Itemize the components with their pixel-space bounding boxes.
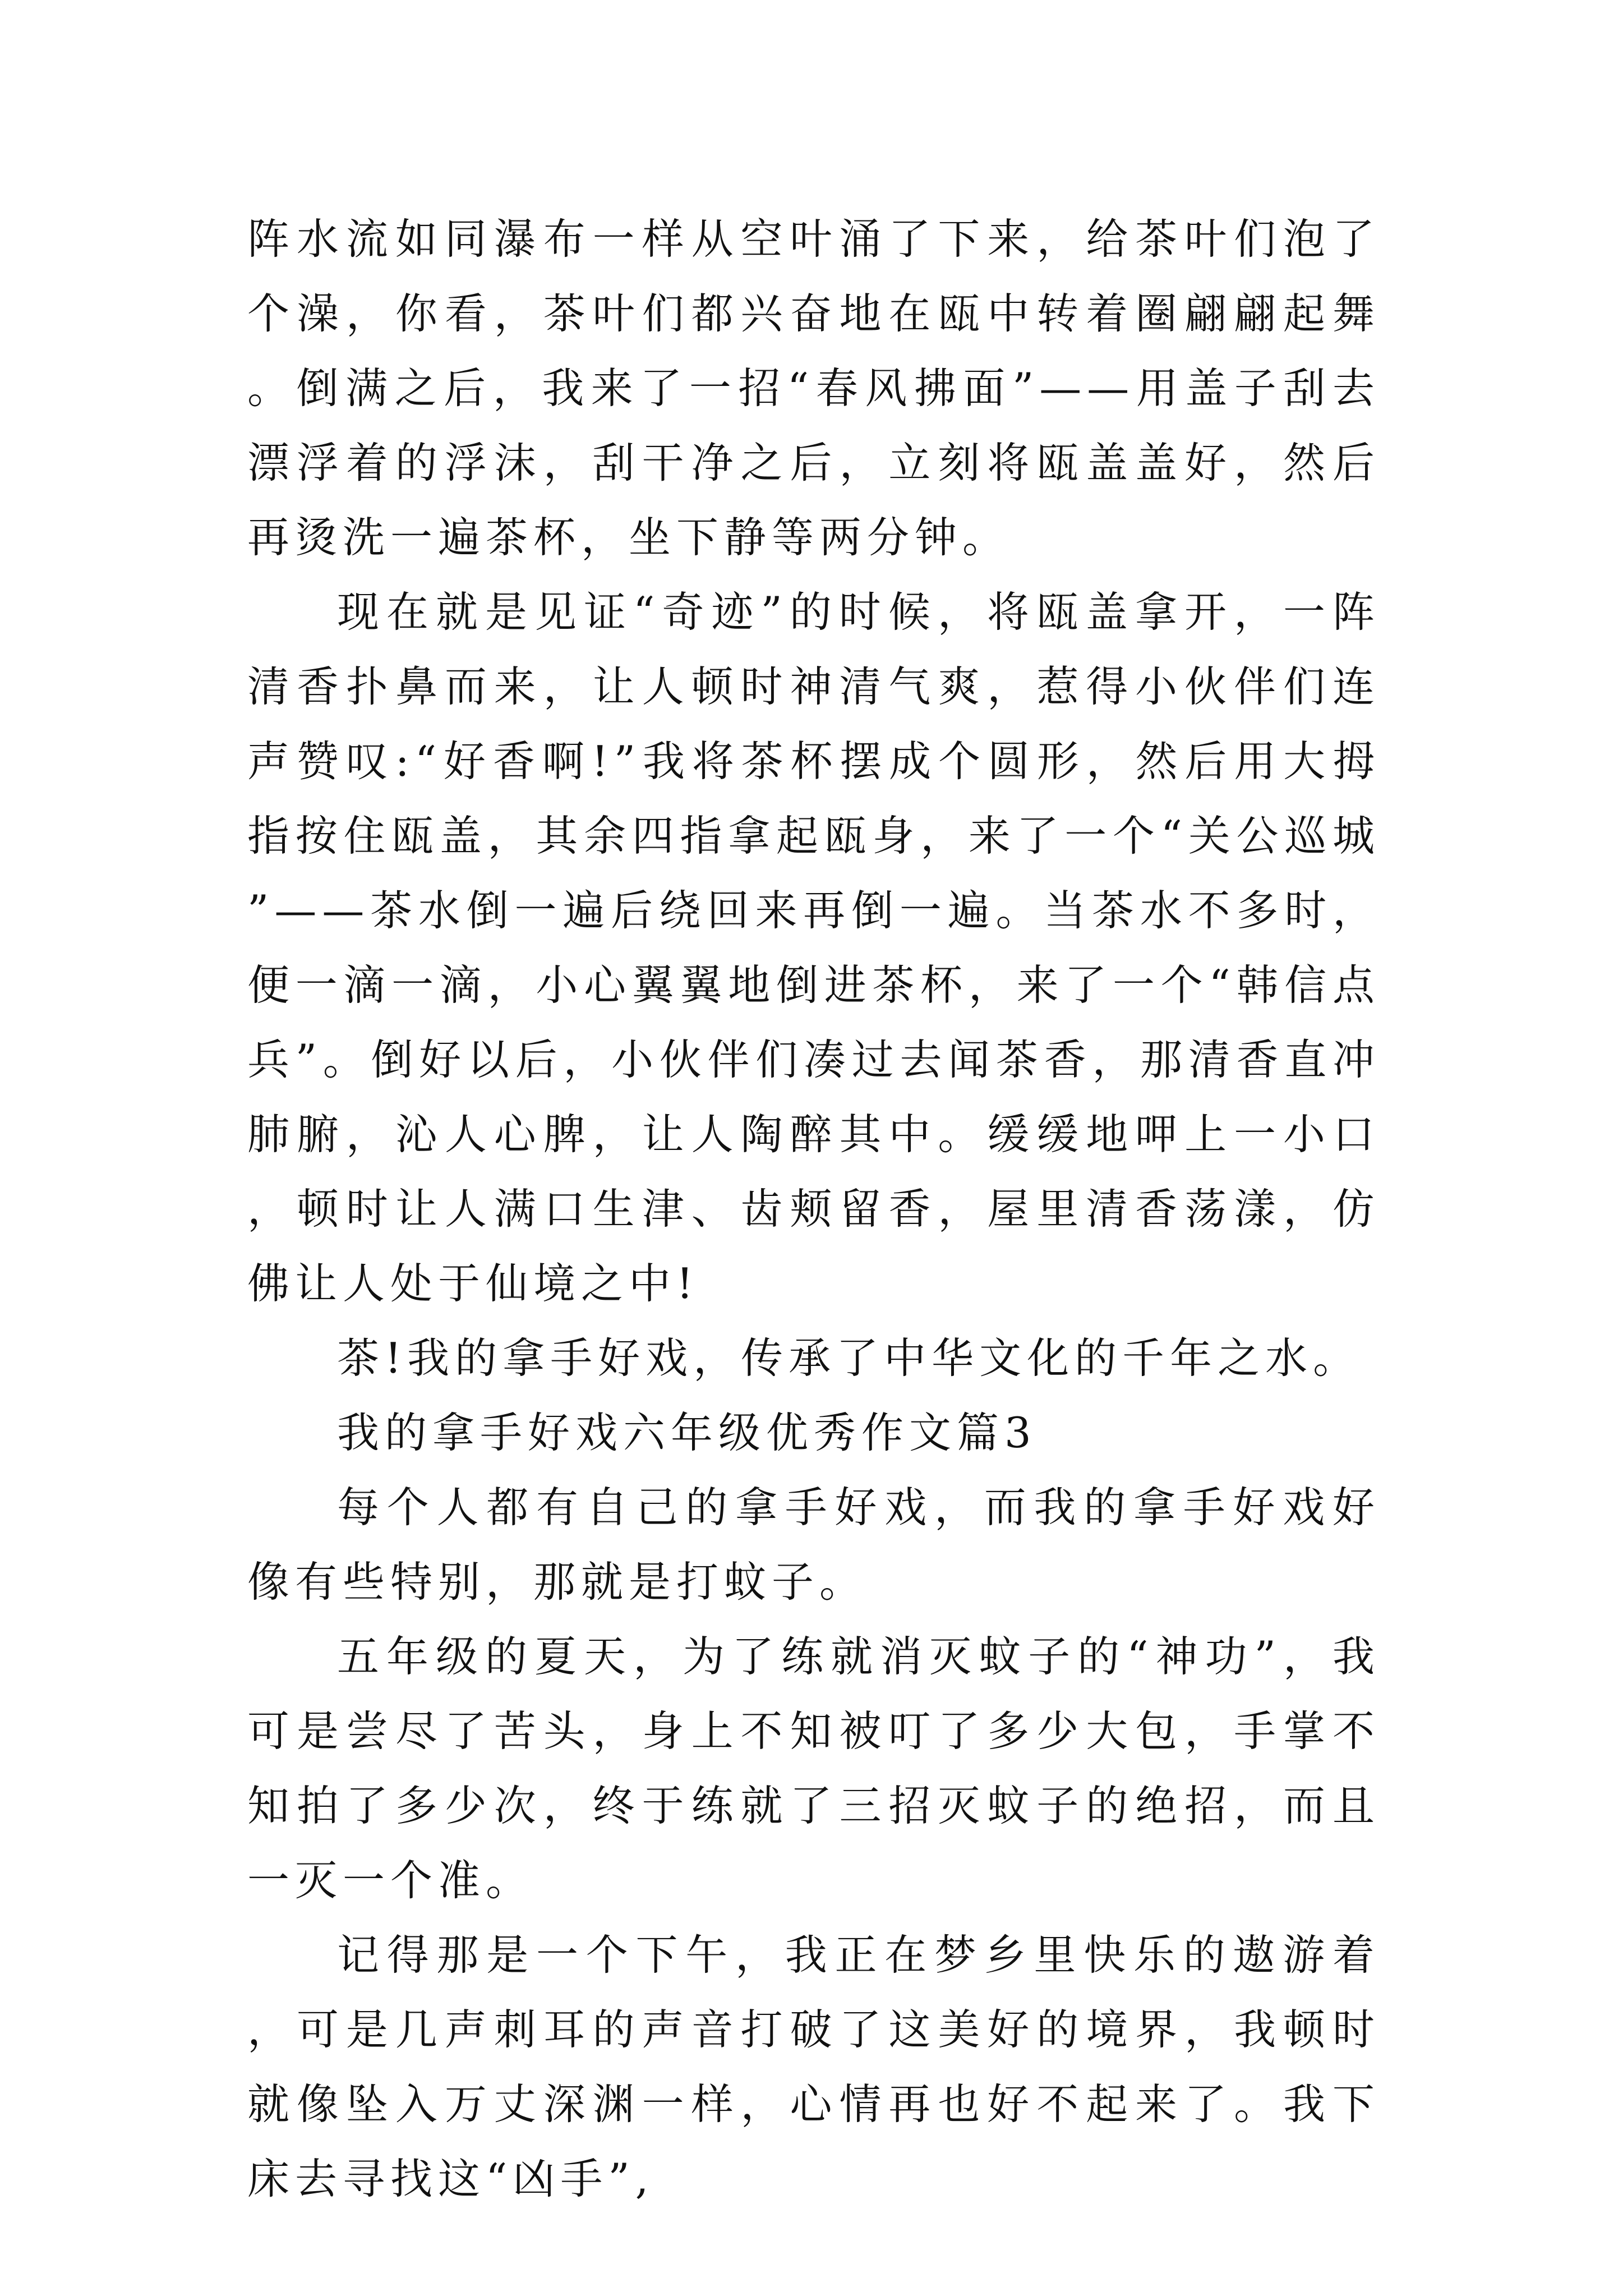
paragraph-3: 茶!我的拿手好戏，传承了中华文化的千年之水。 [337,1333,1361,1383]
paragraph-2: 现在就是见证“奇迹”的时候，将瓯盖拿开，一阵清香扑鼻而来，让人顿时神清气爽，惹得小伙伴们连声赞叹:“好香啊!”我将茶杯摆成个圆形，然后用大拇指按住瓯盖，其余四指拿起瓯身，来了一个“关公巡城”——茶水倒一遍后绕回来再倒一遍。当茶水不多时，便一滴一滴，小心翼翼地倒进茶杯，来了一个“韩信点兵”。倒好以后，小伙伴们凑过去闻茶香，那清香直冲肺腑，沁人心脾，让人陶醉其中。缓缓地呷上一小口，顿时让人满口生津、齿颊留香，屋里清香荡漾，仿佛让人处于仙境之中! [247,587,1380,1308]
paragraph-6: 记得那是一个下午，我正在梦乡里快乐的遨游着，可是几声刺耳的声音打破了这美好的境界，我顿时就像坠入万丈深渊一样，心情再也好不起来了。我下床去寻找这“凶手”, [247,1930,1380,2203]
paragraph-4: 每个人都有自己的拿手好戏，而我的拿手好戏好像有些特别，那就是打蚊子。 [247,1483,1380,1607]
section-heading: 我的拿手好戏六年级优秀作文篇3 [337,1408,1037,1457]
paragraph-1: 阵水流如同瀑布一样从空叶涌了下来，给茶叶们泡了个澡，你看，茶叶们都兴奋地在瓯中转着圈翩翩起舞。倒满之后，我来了一招“春风拂面”——用盖子刮去漂浮着的浮沫，刮干净之后，立刻将瓯盖盖好，然后再烫洗一遍茶杯，坐下静等两分钟。 [247,214,1380,562]
paragraph-5: 五年级的夏天，为了练就消灭蚊子的“神功”，我可是尝尽了苦头，身上不知被叮了多少大包，手掌不知拍了多少次，终于练就了三招灭蚊子的绝招，而且一灭一个准。 [247,1632,1380,1905]
document-body [247,202,1380,2216]
